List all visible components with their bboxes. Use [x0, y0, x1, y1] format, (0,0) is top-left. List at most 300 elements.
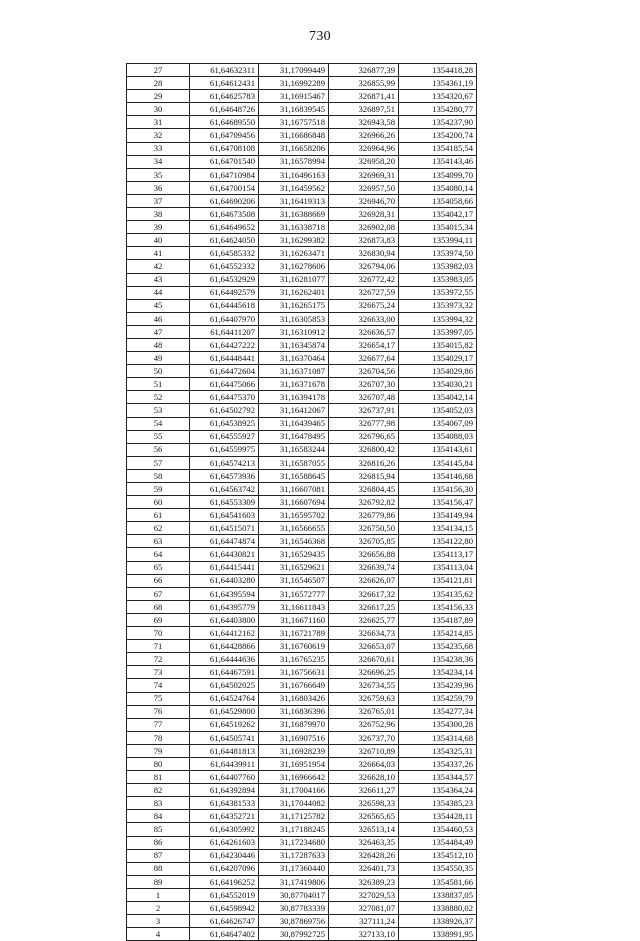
latitude-cell: 61,64673508 — [190, 208, 259, 221]
longitude-cell: 31,16992289 — [259, 77, 329, 90]
y-coordinate-cell: 1353994,32 — [399, 312, 477, 325]
point-number-cell: 70 — [127, 627, 190, 640]
table-row — [127, 325, 477, 338]
longitude-cell: 31,16338718 — [259, 221, 329, 234]
longitude-cell: 31,16371678 — [259, 378, 329, 391]
latitude-cell: 61,64532929 — [190, 273, 259, 286]
longitude-cell: 31,17188245 — [259, 823, 329, 836]
x-coordinate-cell: 326617,25 — [329, 600, 399, 613]
latitude-cell: 61,64474874 — [190, 535, 259, 548]
table-row — [127, 771, 477, 784]
y-coordinate-cell: 1354143,61 — [399, 443, 477, 456]
longitude-cell: 31,16765235 — [259, 653, 329, 666]
latitude-cell: 61,64411207 — [190, 325, 259, 338]
y-coordinate-cell: 1354149,94 — [399, 509, 477, 522]
point-number-cell: 43 — [127, 273, 190, 286]
table-row — [127, 365, 477, 378]
latitude-cell: 61,64427222 — [190, 338, 259, 351]
longitude-cell: 31,17287633 — [259, 849, 329, 862]
latitude-cell: 61,64467591 — [190, 666, 259, 679]
point-number-cell: 1 — [127, 888, 190, 901]
longitude-cell: 31,16607694 — [259, 496, 329, 509]
y-coordinate-cell: 1354122,80 — [399, 535, 477, 548]
y-coordinate-cell: 1354300,28 — [399, 718, 477, 731]
point-number-cell: 29 — [127, 90, 190, 103]
table-row — [127, 155, 477, 168]
table-row — [127, 378, 477, 391]
point-number-cell: 52 — [127, 391, 190, 404]
point-number-cell: 58 — [127, 469, 190, 482]
point-number-cell: 39 — [127, 221, 190, 234]
y-coordinate-cell: 1354042,17 — [399, 208, 477, 221]
x-coordinate-cell: 326428,26 — [329, 849, 399, 862]
point-number-cell: 54 — [127, 417, 190, 430]
coordinates-table-body — [127, 64, 477, 941]
y-coordinate-cell: 1354029,17 — [399, 352, 477, 365]
point-number-cell: 65 — [127, 561, 190, 574]
x-coordinate-cell: 326737,91 — [329, 404, 399, 417]
table-row — [127, 902, 477, 915]
y-coordinate-cell: 1353982,03 — [399, 260, 477, 273]
x-coordinate-cell: 326677,64 — [329, 352, 399, 365]
point-number-cell: 66 — [127, 574, 190, 587]
latitude-cell: 61,64412162 — [190, 627, 259, 640]
y-coordinate-cell: 1354015,34 — [399, 221, 477, 234]
y-coordinate-cell: 1353973,32 — [399, 299, 477, 312]
y-coordinate-cell: 1354235,68 — [399, 640, 477, 653]
y-coordinate-cell: 1338837,05 — [399, 888, 477, 901]
x-coordinate-cell: 326737,70 — [329, 731, 399, 744]
table-row — [127, 535, 477, 548]
table-row — [127, 915, 477, 928]
table-row — [127, 744, 477, 757]
table-row — [127, 168, 477, 181]
latitude-cell: 61,64690206 — [190, 194, 259, 207]
y-coordinate-cell: 1354113,04 — [399, 561, 477, 574]
y-coordinate-cell: 1354277,34 — [399, 705, 477, 718]
y-coordinate-cell: 1354058,66 — [399, 194, 477, 207]
point-number-cell: 42 — [127, 260, 190, 273]
x-coordinate-cell: 326752,96 — [329, 718, 399, 731]
point-number-cell: 38 — [127, 208, 190, 221]
x-coordinate-cell: 326675,24 — [329, 299, 399, 312]
latitude-cell: 61,64502025 — [190, 679, 259, 692]
x-coordinate-cell: 326873,83 — [329, 234, 399, 247]
longitude-cell: 31,17004166 — [259, 784, 329, 797]
x-coordinate-cell: 326705,85 — [329, 535, 399, 548]
y-coordinate-cell: 1353974,50 — [399, 247, 477, 260]
table-row — [127, 613, 477, 626]
table-row — [127, 679, 477, 692]
latitude-cell: 61,64381533 — [190, 797, 259, 810]
x-coordinate-cell: 326830,94 — [329, 247, 399, 260]
y-coordinate-cell: 1354067,09 — [399, 417, 477, 430]
x-coordinate-cell: 326792,82 — [329, 496, 399, 509]
point-number-cell: 72 — [127, 653, 190, 666]
y-coordinate-cell: 1354030,21 — [399, 378, 477, 391]
longitude-cell: 31,16879970 — [259, 718, 329, 731]
x-coordinate-cell: 326611,27 — [329, 784, 399, 797]
point-number-cell: 57 — [127, 456, 190, 469]
x-coordinate-cell: 326759,63 — [329, 692, 399, 705]
table-row — [127, 456, 477, 469]
latitude-cell: 61,64502792 — [190, 404, 259, 417]
x-coordinate-cell: 326777,98 — [329, 417, 399, 430]
point-number-cell: 46 — [127, 312, 190, 325]
table-row — [127, 90, 477, 103]
table-row — [127, 273, 477, 286]
table-row — [127, 338, 477, 351]
latitude-cell: 61,64563742 — [190, 483, 259, 496]
table-row — [127, 430, 477, 443]
longitude-cell: 31,16915467 — [259, 90, 329, 103]
point-number-cell: 76 — [127, 705, 190, 718]
y-coordinate-cell: 1354385,23 — [399, 797, 477, 810]
latitude-cell: 61,64403280 — [190, 574, 259, 587]
longitude-cell: 31,16388669 — [259, 208, 329, 221]
x-coordinate-cell: 327081,07 — [329, 902, 399, 915]
y-coordinate-cell: 1354099,70 — [399, 168, 477, 181]
table-row — [127, 116, 477, 129]
point-number-cell: 63 — [127, 535, 190, 548]
x-coordinate-cell: 326654,17 — [329, 338, 399, 351]
y-coordinate-cell: 1354361,19 — [399, 77, 477, 90]
point-number-cell: 45 — [127, 299, 190, 312]
table-row — [127, 757, 477, 770]
table-row — [127, 522, 477, 535]
latitude-cell: 61,64392894 — [190, 784, 259, 797]
longitude-cell: 31,16803426 — [259, 692, 329, 705]
latitude-cell: 61,64448441 — [190, 352, 259, 365]
y-coordinate-cell: 1354134,15 — [399, 522, 477, 535]
x-coordinate-cell: 326943,58 — [329, 116, 399, 129]
point-number-cell: 79 — [127, 744, 190, 757]
longitude-cell: 31,16907516 — [259, 731, 329, 744]
point-number-cell: 59 — [127, 483, 190, 496]
y-coordinate-cell: 1354460,53 — [399, 823, 477, 836]
y-coordinate-cell: 1353972,55 — [399, 286, 477, 299]
point-number-cell: 56 — [127, 443, 190, 456]
latitude-cell: 61,64624050 — [190, 234, 259, 247]
y-coordinate-cell: 1354113,17 — [399, 548, 477, 561]
latitude-cell: 61,64519262 — [190, 718, 259, 731]
longitude-cell: 31,16546507 — [259, 574, 329, 587]
latitude-cell: 61,64305992 — [190, 823, 259, 836]
x-coordinate-cell: 326734,55 — [329, 679, 399, 692]
point-number-cell: 32 — [127, 129, 190, 142]
table-row — [127, 627, 477, 640]
table-row — [127, 103, 477, 116]
longitude-cell: 30,87992725 — [259, 928, 329, 941]
x-coordinate-cell: 326958,20 — [329, 155, 399, 168]
longitude-cell: 31,16459562 — [259, 181, 329, 194]
table-row — [127, 496, 477, 509]
x-coordinate-cell: 326628,10 — [329, 771, 399, 784]
y-coordinate-cell: 1353997,05 — [399, 325, 477, 338]
latitude-cell: 61,64407970 — [190, 312, 259, 325]
y-coordinate-cell: 1354121,81 — [399, 574, 477, 587]
point-number-cell: 27 — [127, 64, 190, 77]
y-coordinate-cell: 1354364,24 — [399, 784, 477, 797]
x-coordinate-cell: 326656,88 — [329, 548, 399, 561]
x-coordinate-cell: 326389,23 — [329, 875, 399, 888]
x-coordinate-cell: 326964,96 — [329, 142, 399, 155]
y-coordinate-cell: 1354135,62 — [399, 587, 477, 600]
latitude-cell: 61,64573936 — [190, 469, 259, 482]
point-number-cell: 84 — [127, 810, 190, 823]
table-row — [127, 260, 477, 273]
y-coordinate-cell: 1354156,33 — [399, 600, 477, 613]
table-row — [127, 469, 477, 482]
table-row — [127, 692, 477, 705]
longitude-cell: 31,16756631 — [259, 666, 329, 679]
point-number-cell: 41 — [127, 247, 190, 260]
x-coordinate-cell: 326625,77 — [329, 613, 399, 626]
longitude-cell: 31,16529435 — [259, 548, 329, 561]
table-row — [127, 561, 477, 574]
point-number-cell: 3 — [127, 915, 190, 928]
latitude-cell: 61,64574213 — [190, 456, 259, 469]
table-row — [127, 640, 477, 653]
table-row — [127, 234, 477, 247]
point-number-cell: 47 — [127, 325, 190, 338]
latitude-cell: 61,64430821 — [190, 548, 259, 561]
latitude-cell: 61,64481813 — [190, 744, 259, 757]
latitude-cell: 61,64529800 — [190, 705, 259, 718]
table-row — [127, 299, 477, 312]
x-coordinate-cell: 326707,48 — [329, 391, 399, 404]
x-coordinate-cell: 326772,42 — [329, 273, 399, 286]
y-coordinate-cell: 1354428,11 — [399, 810, 477, 823]
longitude-cell: 31,16263471 — [259, 247, 329, 260]
x-coordinate-cell: 326796,65 — [329, 430, 399, 443]
longitude-cell: 31,16281077 — [259, 273, 329, 286]
latitude-cell: 61,64708108 — [190, 142, 259, 155]
latitude-cell: 61,64444636 — [190, 653, 259, 666]
point-number-cell: 55 — [127, 430, 190, 443]
longitude-cell: 31,16595702 — [259, 509, 329, 522]
x-coordinate-cell: 326804,45 — [329, 483, 399, 496]
table-row — [127, 705, 477, 718]
y-coordinate-cell: 1354314,68 — [399, 731, 477, 744]
longitude-cell: 31,16262401 — [259, 286, 329, 299]
longitude-cell: 31,16529621 — [259, 561, 329, 574]
longitude-cell: 31,16572777 — [259, 587, 329, 600]
point-number-cell: 4 — [127, 928, 190, 941]
longitude-cell: 31,16611843 — [259, 600, 329, 613]
x-coordinate-cell: 326902,08 — [329, 221, 399, 234]
x-coordinate-cell: 326598,33 — [329, 797, 399, 810]
table-row — [127, 509, 477, 522]
longitude-cell: 31,16836396 — [259, 705, 329, 718]
table-row — [127, 784, 477, 797]
point-number-cell: 51 — [127, 378, 190, 391]
point-number-cell: 53 — [127, 404, 190, 417]
latitude-cell: 61,64648726 — [190, 103, 259, 116]
longitude-cell: 31,16412067 — [259, 404, 329, 417]
latitude-cell: 61,64524764 — [190, 692, 259, 705]
table-row — [127, 391, 477, 404]
longitude-cell: 31,16671160 — [259, 613, 329, 626]
longitude-cell: 31,16766649 — [259, 679, 329, 692]
latitude-cell: 61,64612431 — [190, 77, 259, 90]
table-row — [127, 77, 477, 90]
y-coordinate-cell: 1354581,66 — [399, 875, 477, 888]
x-coordinate-cell: 326704,56 — [329, 365, 399, 378]
longitude-cell: 31,16394178 — [259, 391, 329, 404]
latitude-cell: 61,64555927 — [190, 430, 259, 443]
y-coordinate-cell: 1338926,37 — [399, 915, 477, 928]
point-number-cell: 85 — [127, 823, 190, 836]
point-number-cell: 30 — [127, 103, 190, 116]
x-coordinate-cell: 326513,14 — [329, 823, 399, 836]
longitude-cell: 31,16310912 — [259, 325, 329, 338]
x-coordinate-cell: 326463,35 — [329, 836, 399, 849]
coordinates-table — [126, 63, 477, 941]
latitude-cell: 61,64585332 — [190, 247, 259, 260]
point-number-cell: 68 — [127, 600, 190, 613]
point-number-cell: 71 — [127, 640, 190, 653]
x-coordinate-cell: 326877,39 — [329, 64, 399, 77]
point-number-cell: 89 — [127, 875, 190, 888]
x-coordinate-cell: 327111,24 — [329, 915, 399, 928]
y-coordinate-cell: 1354280,77 — [399, 103, 477, 116]
y-coordinate-cell: 1354239,96 — [399, 679, 477, 692]
y-coordinate-cell: 1354187,89 — [399, 613, 477, 626]
longitude-cell: 31,16370464 — [259, 352, 329, 365]
longitude-cell: 31,16966642 — [259, 771, 329, 784]
point-number-cell: 69 — [127, 613, 190, 626]
y-coordinate-cell: 1354143,46 — [399, 155, 477, 168]
longitude-cell: 31,16721789 — [259, 627, 329, 640]
latitude-cell: 61,64261603 — [190, 836, 259, 849]
latitude-cell: 61,64475370 — [190, 391, 259, 404]
point-number-cell: 36 — [127, 181, 190, 194]
y-coordinate-cell: 1354146,68 — [399, 469, 477, 482]
latitude-cell: 61,64538925 — [190, 417, 259, 430]
longitude-cell: 31,17044082 — [259, 797, 329, 810]
table-row — [127, 194, 477, 207]
table-row — [127, 548, 477, 561]
table-row — [127, 823, 477, 836]
longitude-cell: 31,16578994 — [259, 155, 329, 168]
point-number-cell: 62 — [127, 522, 190, 535]
y-coordinate-cell: 1354042,14 — [399, 391, 477, 404]
x-coordinate-cell: 326855,99 — [329, 77, 399, 90]
latitude-cell: 61,64207096 — [190, 862, 259, 875]
x-coordinate-cell: 326696,25 — [329, 666, 399, 679]
longitude-cell: 31,16587055 — [259, 456, 329, 469]
x-coordinate-cell: 326957,50 — [329, 181, 399, 194]
point-number-cell: 2 — [127, 902, 190, 915]
y-coordinate-cell: 1338880,02 — [399, 902, 477, 915]
x-coordinate-cell: 326815,94 — [329, 469, 399, 482]
table-row — [127, 404, 477, 417]
table-row — [127, 849, 477, 862]
longitude-cell: 31,16278606 — [259, 260, 329, 273]
x-coordinate-cell: 326664,03 — [329, 757, 399, 770]
longitude-cell: 31,16757518 — [259, 116, 329, 129]
latitude-cell: 61,64515071 — [190, 522, 259, 535]
y-coordinate-cell: 1354484,49 — [399, 836, 477, 849]
latitude-cell: 61,64647402 — [190, 928, 259, 941]
y-coordinate-cell: 1354237,90 — [399, 116, 477, 129]
longitude-cell: 31,16419313 — [259, 194, 329, 207]
table-row — [127, 797, 477, 810]
x-coordinate-cell: 327133,10 — [329, 928, 399, 941]
longitude-cell: 31,16345874 — [259, 338, 329, 351]
longitude-cell: 31,16928239 — [259, 744, 329, 757]
table-row — [127, 810, 477, 823]
longitude-cell: 30,87704017 — [259, 888, 329, 901]
y-coordinate-cell: 1354238,36 — [399, 653, 477, 666]
point-number-cell: 88 — [127, 862, 190, 875]
y-coordinate-cell: 1354156,30 — [399, 483, 477, 496]
point-number-cell: 86 — [127, 836, 190, 849]
latitude-cell: 61,64710984 — [190, 168, 259, 181]
latitude-cell: 61,64196252 — [190, 875, 259, 888]
longitude-cell: 31,16546368 — [259, 535, 329, 548]
point-number-cell: 48 — [127, 338, 190, 351]
table-row — [127, 312, 477, 325]
x-coordinate-cell: 326707,30 — [329, 378, 399, 391]
longitude-cell: 31,16305853 — [259, 312, 329, 325]
table-row — [127, 64, 477, 77]
table-row — [127, 888, 477, 901]
point-number-cell: 78 — [127, 731, 190, 744]
latitude-cell: 61,64700154 — [190, 181, 259, 194]
point-number-cell: 37 — [127, 194, 190, 207]
longitude-cell: 31,17125782 — [259, 810, 329, 823]
x-coordinate-cell: 326928,31 — [329, 208, 399, 221]
y-coordinate-cell: 1354088,03 — [399, 430, 477, 443]
latitude-cell: 61,64230446 — [190, 849, 259, 862]
longitude-cell: 31,16951954 — [259, 757, 329, 770]
longitude-cell: 31,16686848 — [259, 129, 329, 142]
y-coordinate-cell: 1354052,03 — [399, 404, 477, 417]
table-row — [127, 247, 477, 260]
x-coordinate-cell: 326634,73 — [329, 627, 399, 640]
y-coordinate-cell: 1354337,26 — [399, 757, 477, 770]
point-number-cell: 34 — [127, 155, 190, 168]
x-coordinate-cell: 326617,32 — [329, 587, 399, 600]
table-row — [127, 836, 477, 849]
x-coordinate-cell: 326633,00 — [329, 312, 399, 325]
y-coordinate-cell: 1354234,14 — [399, 666, 477, 679]
x-coordinate-cell: 326401,73 — [329, 862, 399, 875]
y-coordinate-cell: 1338991,95 — [399, 928, 477, 941]
longitude-cell: 31,16496163 — [259, 168, 329, 181]
x-coordinate-cell: 326794,06 — [329, 260, 399, 273]
longitude-cell: 31,16658206 — [259, 142, 329, 155]
point-number-cell: 80 — [127, 757, 190, 770]
x-coordinate-cell: 326750,50 — [329, 522, 399, 535]
y-coordinate-cell: 1354185,54 — [399, 142, 477, 155]
latitude-cell: 61,64598942 — [190, 902, 259, 915]
y-coordinate-cell: 1354320,67 — [399, 90, 477, 103]
table-row — [127, 928, 477, 941]
table-row — [127, 181, 477, 194]
y-coordinate-cell: 1354550,35 — [399, 862, 477, 875]
latitude-cell: 61,64428866 — [190, 640, 259, 653]
x-coordinate-cell: 326800,42 — [329, 443, 399, 456]
longitude-cell: 31,16566655 — [259, 522, 329, 535]
table-row — [127, 875, 477, 888]
longitude-cell: 31,16478495 — [259, 430, 329, 443]
latitude-cell: 61,64701540 — [190, 155, 259, 168]
longitude-cell: 31,17360440 — [259, 862, 329, 875]
latitude-cell: 61,64475066 — [190, 378, 259, 391]
